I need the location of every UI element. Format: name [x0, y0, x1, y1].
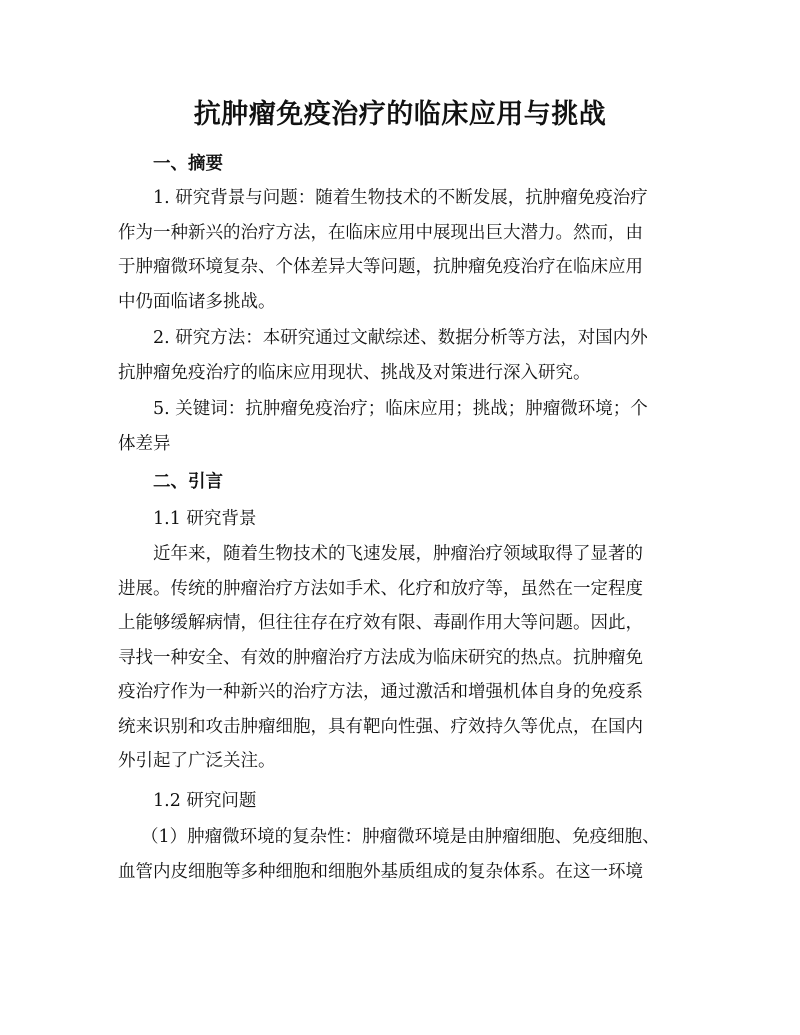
text-line: 2. 研究方法：本研究通过文献综述、数据分析等方法，对国内外 — [153, 328, 648, 348]
text-line: 中仍面临诸多挑战。 — [118, 291, 276, 312]
intro-section — [118, 465, 684, 500]
text-line: 统来识别和攻击肿瘤细胞，具有靶向性强、疗效持久等优点，在国内 — [118, 716, 643, 737]
text-line: 5. 关键词：抗肿瘤免疫治疗；临床应用；挑战；肿瘤微环境；个 — [153, 399, 648, 419]
text-line: 外引起了广泛关注。 — [118, 751, 276, 771]
problem-paragraph-text — [118, 820, 684, 889]
problem-paragraph — [118, 820, 684, 889]
abstract-section — [118, 147, 684, 182]
text-line: 血管内皮细胞等多种细胞和细胞外基质组成的复杂体系。在这一环境 — [118, 861, 643, 882]
subsection-1-1-heading: 1.1 研究背景 — [153, 509, 257, 529]
abstract-heading: 一、摘要 — [153, 154, 223, 174]
text-line: 于肿瘤微环境复杂、个体差异大等问题，抗肿瘤免疫治疗在临床应用 — [118, 257, 643, 277]
background-paragraph — [118, 537, 684, 779]
document-title: 抗肿瘤免疫治疗的临床应用与挑战 — [193, 99, 607, 130]
abstract-methods-paragraph — [118, 321, 684, 390]
text-line: 1. 研究背景与问题：随着生物技术的不断发展，抗肿瘤免疫治疗 — [153, 188, 648, 208]
text-line: 进展。传统的肿瘤治疗方法如手术、化疗和放疗等，虽然在一定程度 — [118, 578, 643, 599]
abstract-methods — [118, 321, 684, 390]
abstract-background — [118, 181, 684, 319]
text-line: 体差异 — [118, 433, 171, 454]
text-line: 作为一种新兴的治疗方法，在临床应用中展现出巨大潜力。然而，由 — [118, 222, 643, 243]
text-line: 抗肿瘤免疫治疗的临床应用现状、挑战及对策进行深入研究。 — [118, 362, 591, 383]
text-line: 近年来，随着生物技术的飞速发展，肿瘤治疗领域取得了显著的 — [153, 544, 643, 564]
text-line: 寻找一种安全、有效的肿瘤治疗方法成为临床研究的热点。抗肿瘤免 — [118, 647, 643, 668]
subsection-1-2-heading: 1.2 研究问题 — [153, 791, 257, 811]
abstract-keywords-paragraph — [118, 392, 684, 461]
text-line: 疫治疗作为一种新兴的治疗方法，通过激活和增强机体自身的免疫系 — [118, 682, 643, 702]
background-paragraph-text — [118, 537, 684, 779]
abstract-keywords — [118, 392, 684, 461]
intro-heading: 二、引言 — [153, 472, 223, 492]
subsection-1-1 — [118, 502, 684, 537]
text-line: 上能够缓解病情，但往往存在疗效有限、毒副作用大等问题。因此， — [118, 613, 643, 633]
text-line: （1）肿瘤微环境的复杂性：肿瘤微环境是由肿瘤细胞、免疫细胞、 — [141, 827, 660, 847]
abstract-background-paragraph — [118, 181, 684, 319]
subsection-1-2 — [118, 784, 684, 819]
